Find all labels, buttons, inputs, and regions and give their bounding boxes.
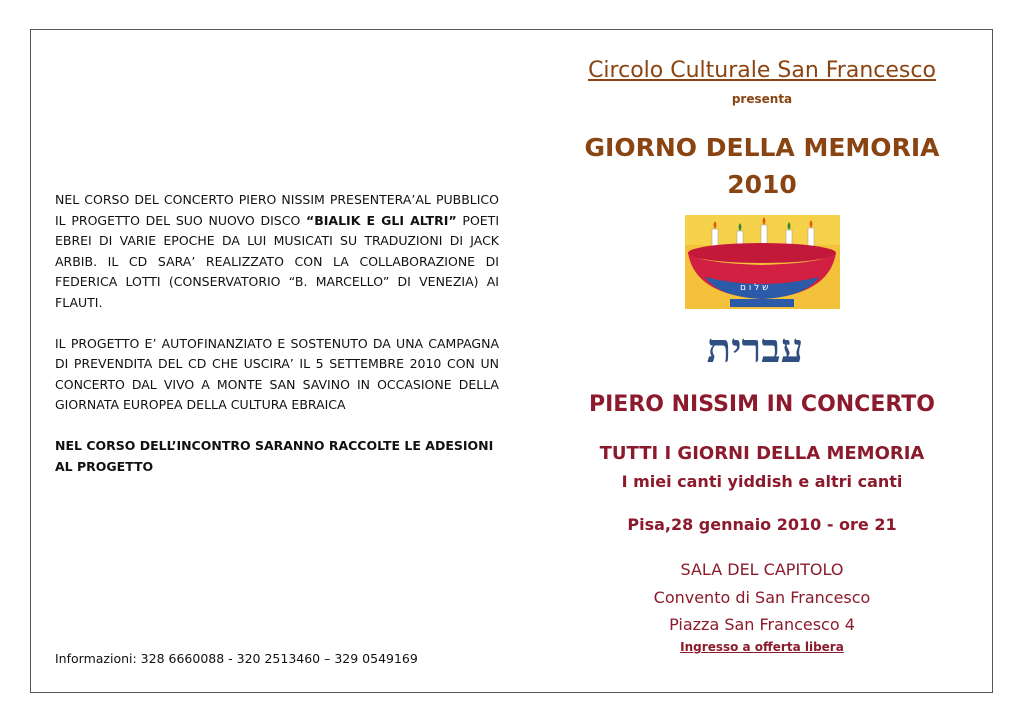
contact-info: Informazioni: 328 6660088 - 320 2513460 – 329 0549169 (55, 651, 418, 666)
svg-text:ש ל ו ם: ש ל ו ם (740, 283, 769, 293)
hebrew-word: עברית (706, 325, 804, 372)
album-title: “BIALIK E GLI ALTRI” (306, 212, 457, 228)
presenta-label: presenta (731, 92, 793, 106)
venue-building: Convento di San Francesco (653, 588, 871, 607)
concert-subtitle: TUTTI I GIORNI DELLA MEMORIA (599, 443, 925, 464)
paragraph-adhesions: NEL CORSO DELL’INCONTRO SARANNO RACCOLTE LE ADESIONI AL PROGETTO (55, 437, 494, 474)
paragraph-project (55, 190, 499, 314)
menorah-bowl-illustration (685, 215, 840, 309)
organization-name: Circolo Culturale San Francesco (588, 58, 936, 83)
paragraph-project-text-a: NEL CORSO DEL CONCERTO PIERO NISSIM PRESENTERA’AL PUBBLICO IL PROGETTO DEL SUO NUOVO DISCO (55, 192, 499, 228)
concert-title: PIERO NISSIM IN CONCERTO (588, 392, 936, 417)
concert-subtitle-2: I miei canti yiddish e altri canti (621, 472, 903, 491)
event-title-year: 2010 (727, 170, 797, 199)
event-date: Pisa,28 gennaio 2010 - ore 21 (627, 515, 897, 534)
paragraph-project-text-b: POETI EBREI DI VARIE EPOCHE DA LUI MUSICATI SU TRADUZIONI DI JACK ARBIB. IL CD SARA’ REALIZZATO CON LA COLLABORAZIONE DI FEDERICA LOTTI (CONSERVATORIO “B. MARCELLO” DI VENEZIA) AI FLAUTI. (55, 212, 500, 310)
paragraph-funding: IL PROGETTO E’ AUTOFINANZIATO E SOSTENUTO DA UNA CAMPAGNA DI PREVENDITA DEL CD CHE USCIRA’ IL 5 SETTEMBRE 2010 CON UN CONCERTO DAL VIVO A MONTE SAN SAVINO IN OCCASIONE DELLA GIORNATA EUROPEA DELLA CULTURA EBRAICA (55, 335, 499, 413)
venue-name: SALA DEL CAPITOLO (680, 560, 844, 579)
entry-note: Ingresso a offerta libera (680, 640, 844, 654)
venue-address: Piazza San Francesco 4 (669, 615, 855, 634)
left-column (55, 190, 499, 497)
event-title-line1: GIORNO DELLA MEMORIA (584, 133, 940, 162)
